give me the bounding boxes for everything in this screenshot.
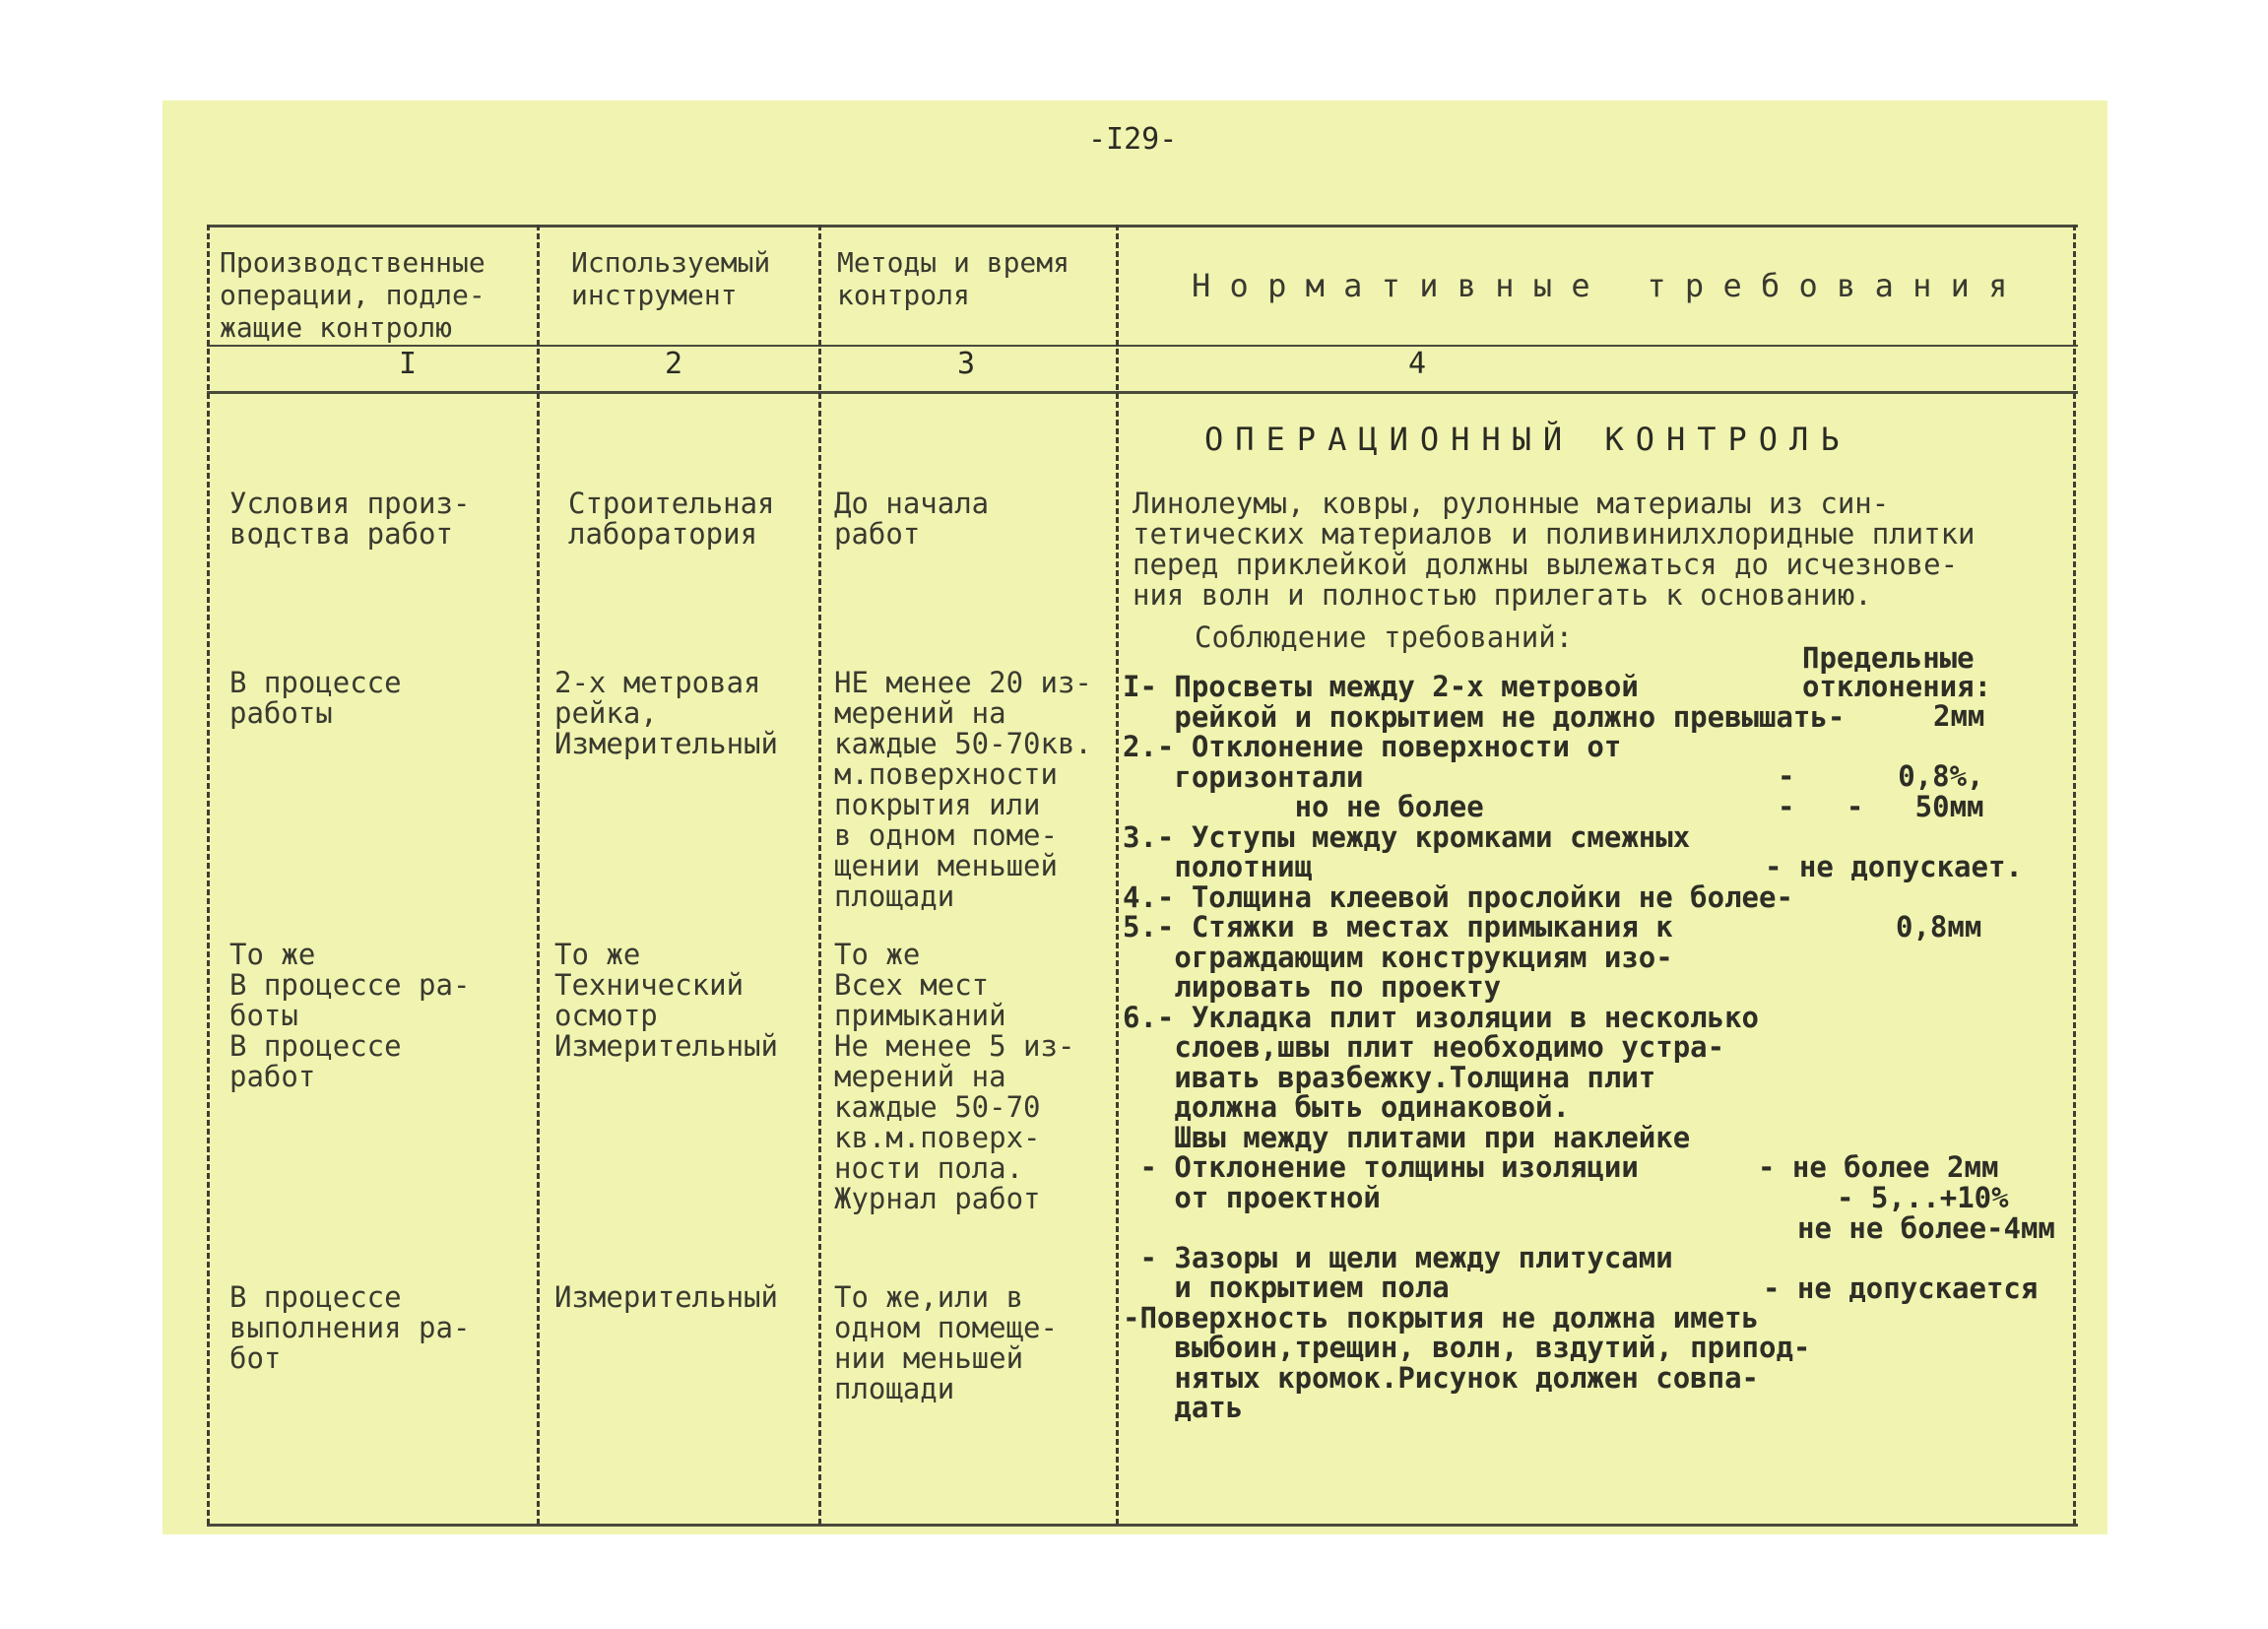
limit-slope: - 0,8%,	[1778, 759, 1984, 793]
header-operations: Производственные операции, подле- жащие контролю	[220, 246, 486, 344]
limit-thickness: - 5,..+10%	[1837, 1181, 2009, 1214]
limit-thickness-max: не не более-4мм	[1797, 1211, 2055, 1245]
limits-header: Предельные отклонения:	[1802, 641, 1992, 703]
method-before-work: До начала работ	[834, 487, 990, 551]
compliance-label: Соблюдение требований:	[1195, 620, 1574, 654]
column-divider-3	[1116, 225, 1121, 1525]
column-number-4: 4	[1408, 347, 1427, 381]
operation-conditions: Условия произ- водства работ	[229, 487, 471, 551]
column-divider-2	[818, 225, 823, 1525]
limit-ledges: - не допускает.	[1765, 850, 2023, 883]
requirements-list: I- Просветы между 2-х метровой рейкой и покрытием не должно превышать- 2.- Отклонение поверхности от горизонтали но не более 3.- Уступы между кромками смежных полотнищ 4.- Толщина клеевой прослойки не более- 5.- Стяжки в местах примыкания к ограждающим конструкциям изо- лировать по проекту 6.- Укладка плит изоляции в несколько слоев,швы плит необходимо устра- ивать вразбежку.Толщина плит должна быть одинаковой. Швы между плитами при наклейке - Отклонение толщины изоляции от проектной - Зазоры и щели между плитусами и покрытием пола -Поверхность покрытия не должна иметь выбоин,трещин, волн, вздутий, припод- нятых кромок.Рисунок должен совпа- дать	[1123, 670, 1846, 1424]
operation-in-process: В процессе работы	[229, 666, 402, 730]
operation-same-in-process: То же В процессе ра- боты В процессе работ	[229, 938, 471, 1093]
limit-slope-max: - - 50мм	[1778, 790, 1984, 823]
document-page	[162, 100, 2107, 1534]
column-number-3: 3	[957, 347, 976, 381]
operation-during-execution: В процессе выполнения ра- бот	[229, 1280, 471, 1375]
column-number-1: I	[399, 347, 418, 381]
header-divider	[207, 345, 2078, 347]
method-same-room: То же,или в одном помеще- нии меньшей площади	[834, 1280, 1058, 1405]
method-measurements-5: То же Всех мест примыканий Не менее 5 из- мерений на каждые 50-70 кв.м.поверх- ности пола. Журнал работ	[834, 938, 1075, 1215]
instrument-measuring: Измерительный	[554, 1280, 778, 1314]
column-number-2: 2	[665, 347, 683, 381]
page-number: -I29-	[1088, 122, 1178, 157]
limit-gap: 2мм	[1933, 699, 1985, 733]
number-row-divider	[207, 391, 2078, 394]
instrument-lab: Строительная лаборатория	[568, 487, 775, 551]
table-left-border	[207, 225, 212, 1525]
table-right-border	[2073, 225, 2078, 1525]
requirement-intro: Линолеумы, ковры, рулонные материалы из син- тетических материалов и поливинилхлоридные плитки перед приклейкой должны вылежаться до исчезнове- ния волн и полностью прилегать к основанию.	[1133, 487, 1976, 612]
column-divider-1	[537, 225, 542, 1525]
instrument-inspection: То же Технический осмотр Измерительный	[554, 938, 778, 1063]
section-title: ОПЕРАЦИОННЫЙ КОНТРОЛЬ	[1204, 421, 1851, 458]
limit-seams: - не более 2мм	[1758, 1150, 1999, 1184]
instrument-rail: 2-х метровая рейка, Измерительный	[554, 666, 778, 760]
table-bottom-border	[207, 1524, 2078, 1527]
table-top-border	[207, 225, 2078, 228]
header-requirements: Н о р м а т и в н ы е т р е б о в а н и я	[1192, 267, 2008, 304]
method-measurements-20: НЕ менее 20 из- мерений на каждые 50-70кв. м.поверхности покрытия или в одном поме- щении меньшей площади	[834, 666, 1092, 913]
header-methods: Методы и время контроля	[837, 246, 1070, 311]
limit-glue: 0,8мм	[1896, 910, 1982, 944]
header-instrument: Используемый инструмент	[571, 246, 771, 311]
limit-gaps-plinth: - не допускается	[1763, 1271, 2039, 1305]
